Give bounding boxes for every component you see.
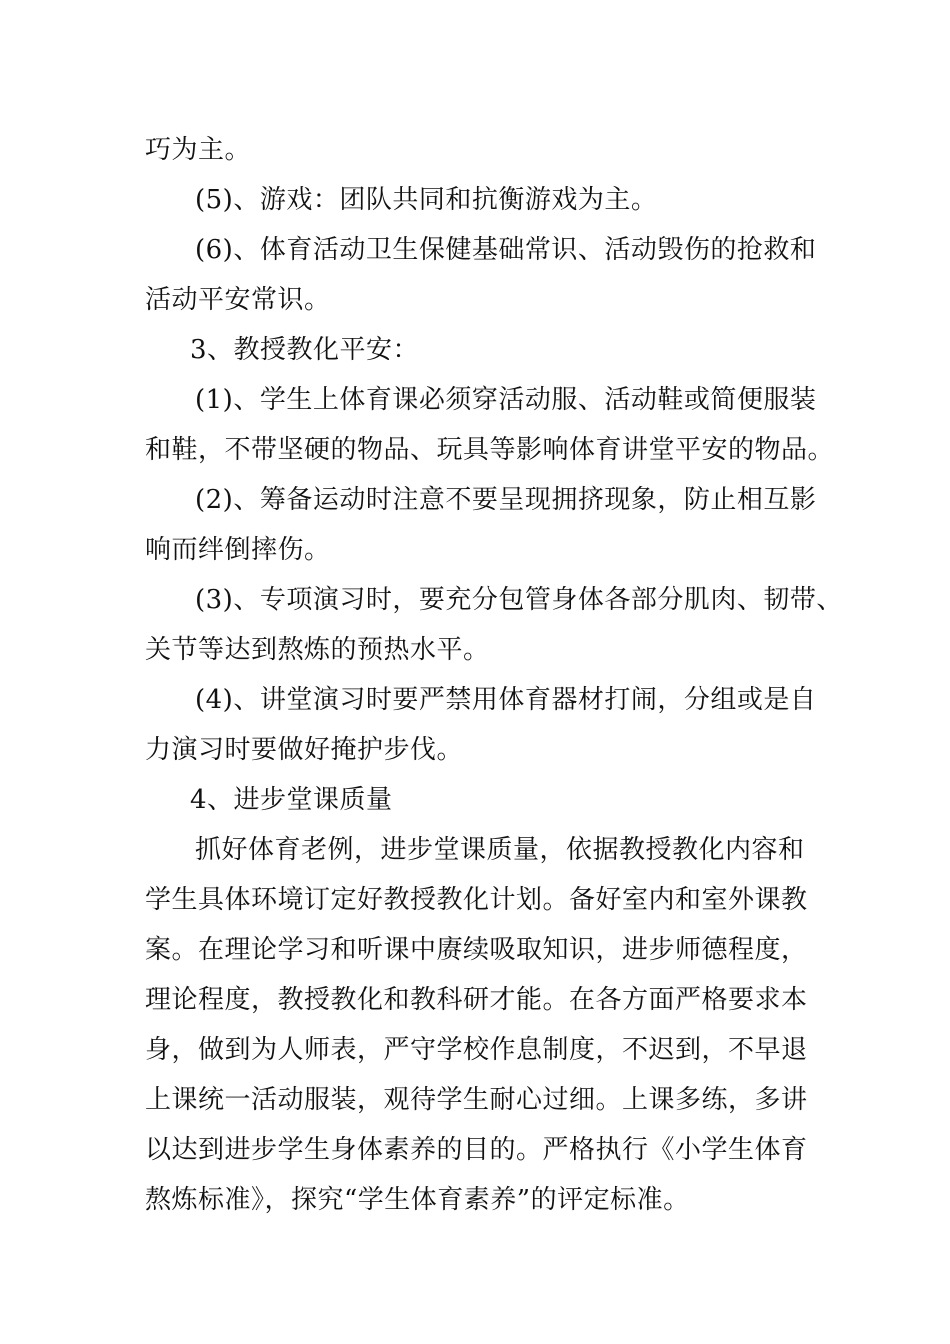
text-line: 学生具体环境订定好教授教化计划。备好室内和室外课教	[145, 885, 808, 915]
text-line: 抓好体育老例，进步堂课质量，依据教授教化内容和	[195, 835, 805, 865]
text-line: 熬炼标准》，探究“学生体育素养”的评定标准。	[145, 1185, 690, 1215]
text-line: 巧为主。	[145, 135, 252, 165]
text-line: 以达到进步学生身体素养的目的。严格执行《小学生体育	[145, 1135, 808, 1165]
section-heading: 3、教授教化平安：	[190, 335, 420, 365]
text-line: 活动平安常识。	[145, 285, 331, 315]
text-line: (3)、专项演习时，要充分包管身体各部分肌肉、韧带、	[195, 585, 843, 615]
text-line: 和鞋，不带坚硬的物品、玩具等影响体育讲堂平安的物品。	[145, 435, 835, 465]
text-line: 响而绊倒摔伤。	[145, 535, 331, 565]
text-line: (6)、体育活动卫生保健基础常识、活动毁伤的抢救和	[195, 235, 817, 265]
text-line: (4)、讲堂演习时要严禁用体育器材打闹，分组或是自	[195, 685, 817, 715]
text-line: (2)、筹备运动时注意不要呈现拥挤现象，防止相互影	[195, 485, 817, 515]
text-line: 关节等达到熬炼的预热水平。	[145, 635, 490, 665]
text-line: 力演习时要做好掩护步伐。	[145, 735, 464, 765]
text-line: (5)、游戏：团队共同和抗衡游戏为主。	[195, 185, 658, 215]
text-line: 上课统一活动服装，观待学生耐心过细。上课多练，多讲	[145, 1085, 808, 1115]
text-line: 身，做到为人师表，严守学校作息制度，不迟到，不早退	[145, 1035, 808, 1065]
section-heading: 4、进步堂课质量	[190, 785, 393, 815]
text-line: 理论程度，教授教化和教科研才能。在各方面严格要求本	[145, 985, 808, 1015]
text-line: (1)、学生上体育课必须穿活动服、活动鞋或简便服装	[195, 385, 817, 415]
text-line: 案。在理论学习和听课中赓续吸取知识，进步师德程度，	[145, 935, 808, 965]
